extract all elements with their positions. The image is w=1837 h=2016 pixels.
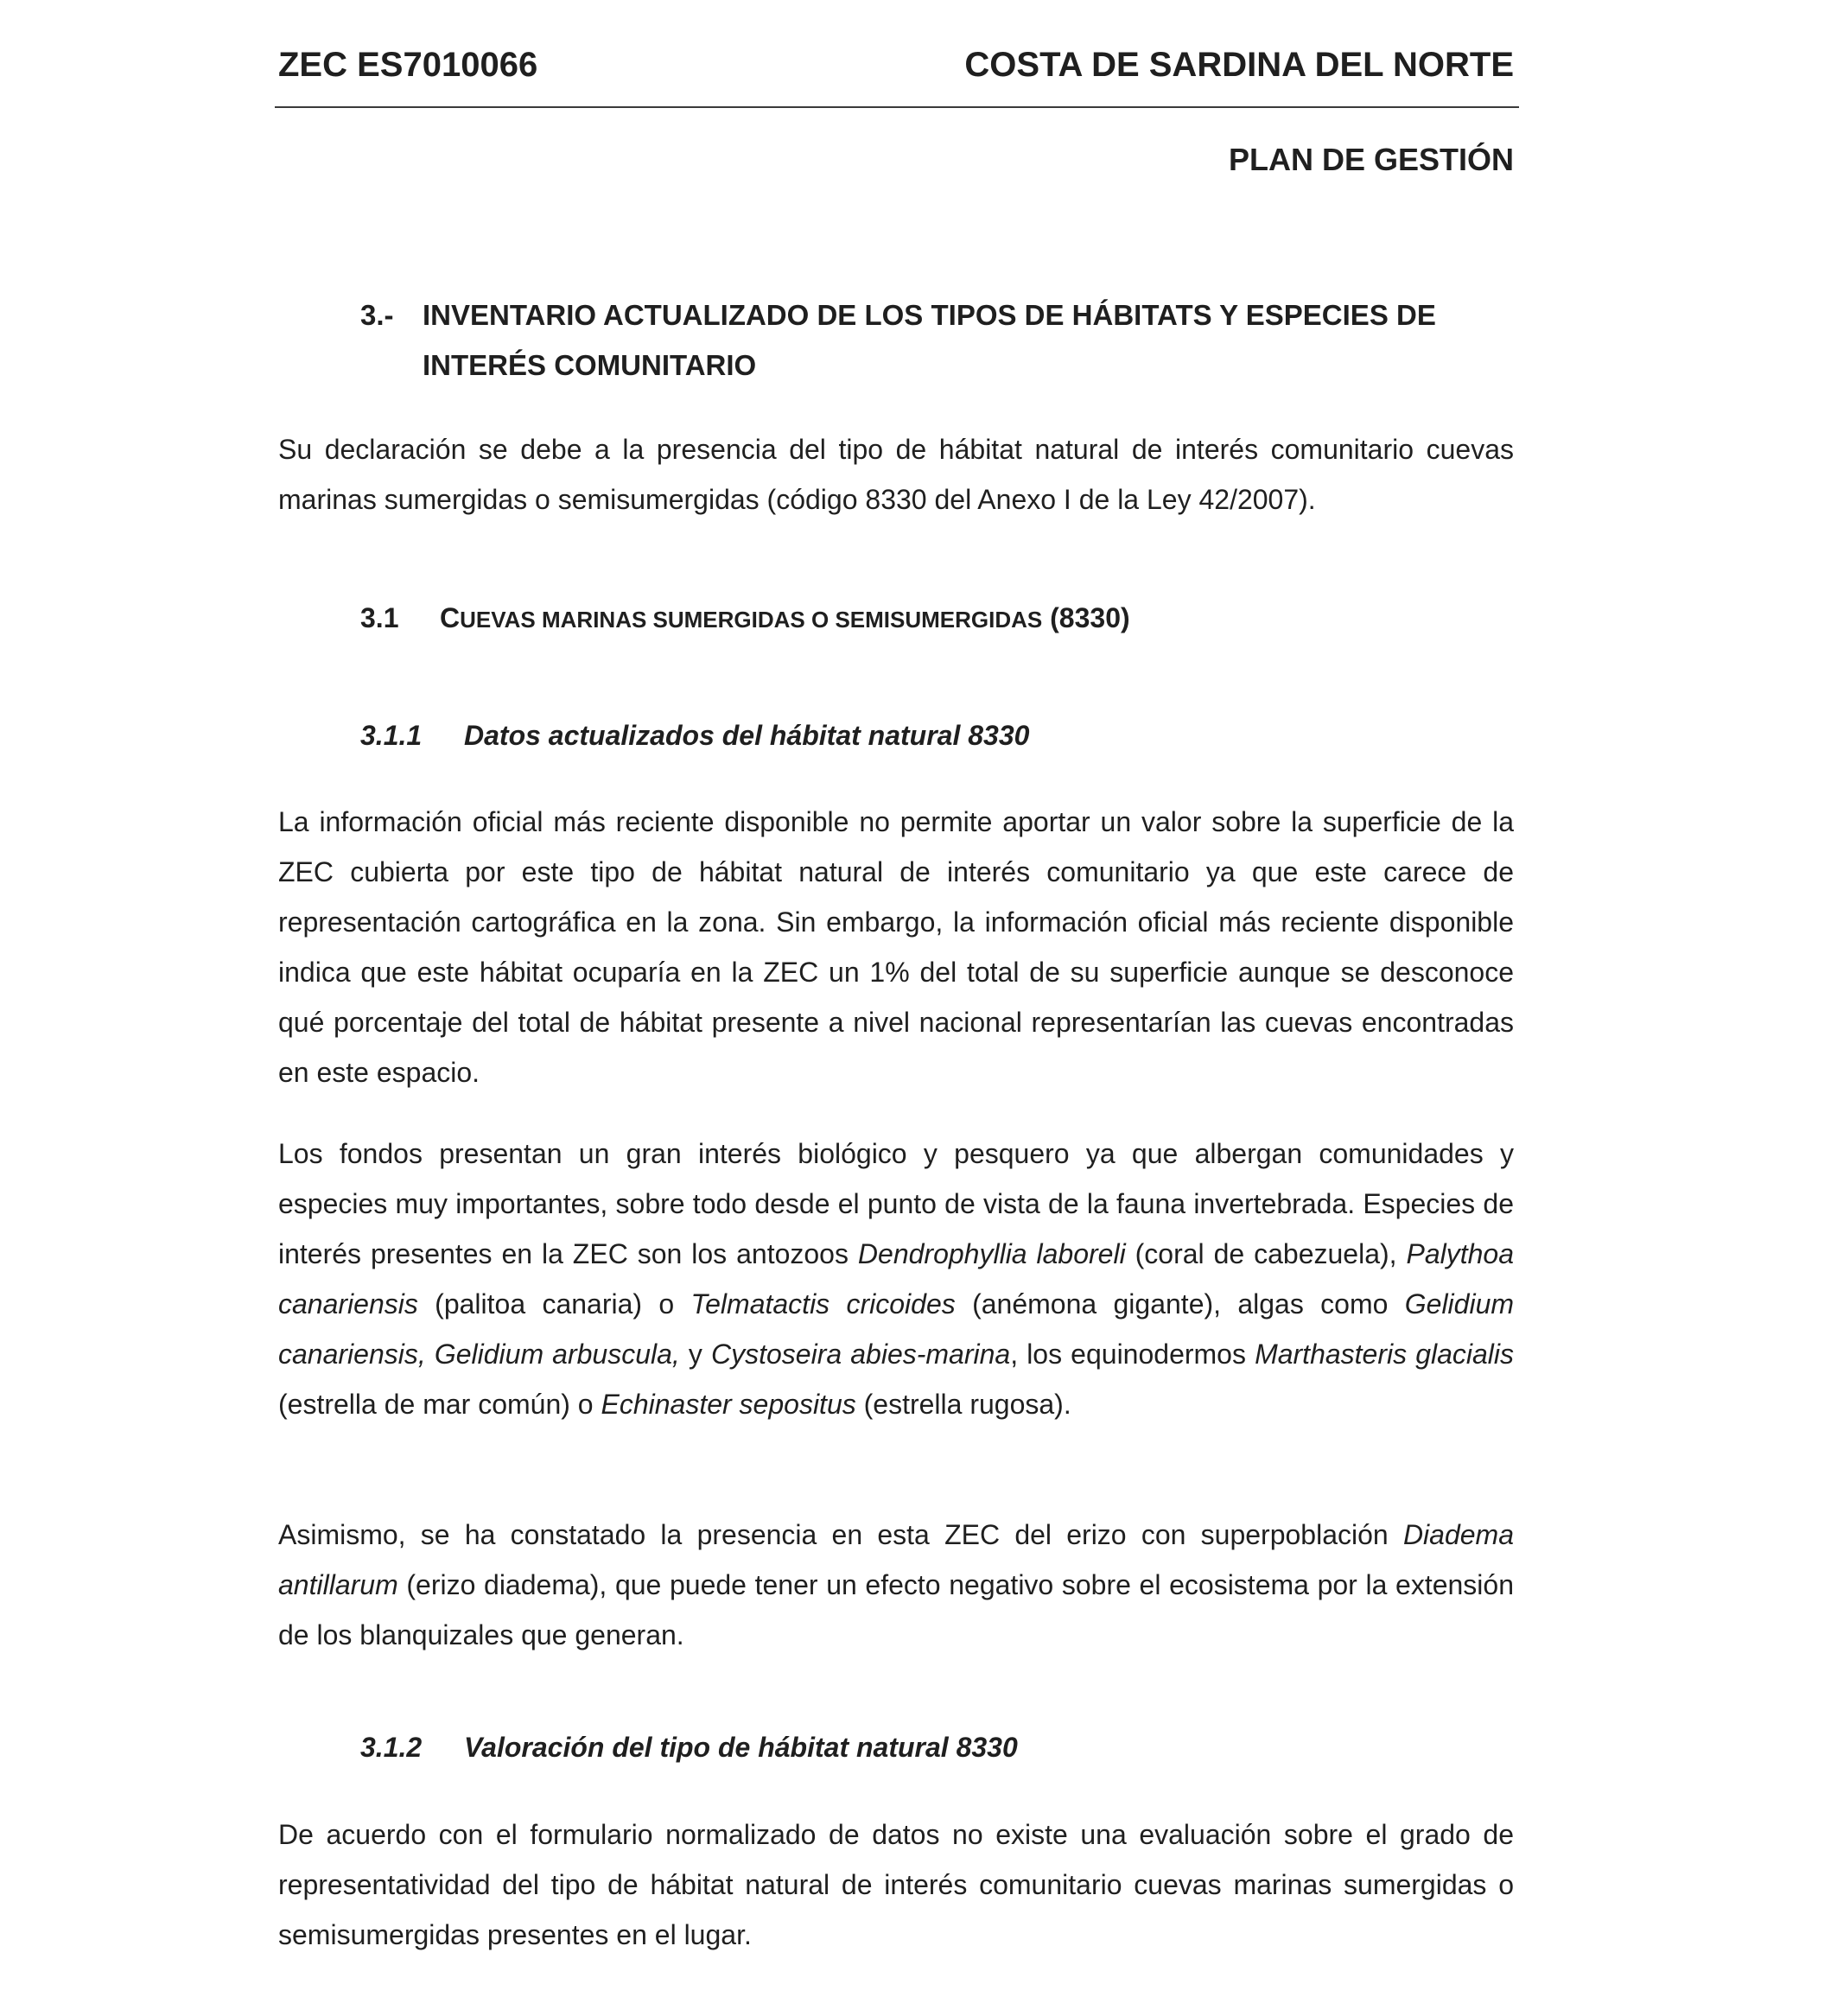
section-3-number: 3.- — [360, 299, 394, 331]
text-run: (estrella de mar común) o — [278, 1389, 601, 1420]
section-3-1-title-smallcaps: UEVAS MARINAS SUMERGIDAS O SEMISUMERGIDAS — [460, 607, 1043, 633]
section-3-1-heading — [360, 596, 1130, 641]
text-run: (erizo diadema), que puede tener un efecto negativo sobre el ecosistema por la extensión de los blanquizales que generan. — [278, 1569, 1514, 1650]
text-run: (palitoa canaria) o — [417, 1288, 691, 1320]
section-3-1-1-paragraph-2 — [278, 1129, 1514, 1429]
section-3-1-1-paragraph-3 — [278, 1510, 1514, 1660]
text-run: Los fondos presentan un gran interés biológico y pesquero ya que albergan comunidades y especies muy importantes, sobre todo desde el punto de vista de la fauna invertebrada. Especies de interés presentes en la ZEC son los antozoos — [278, 1138, 1514, 1269]
species-name: Diadema antillarum — [278, 1519, 1514, 1600]
header-site-code: ZEC ES7010066 — [278, 46, 538, 84]
section-3-1-2-number: 3.1.2 — [360, 1732, 423, 1763]
species-name: Echinaster sepositus — [601, 1389, 856, 1420]
section-3-1-number: 3.1 — [360, 602, 399, 633]
section-3-1-2-title: Valoración del tipo de hábitat natural 8330 — [464, 1732, 1018, 1763]
text-run: (estrella rugosa). — [855, 1389, 1071, 1420]
section-3-heading — [360, 290, 1514, 391]
page-header — [278, 43, 1514, 86]
section-3-1-1-heading — [360, 714, 1029, 757]
species-name: Cystoseira abies-marina — [711, 1339, 1011, 1370]
text-run: (anémona gigante), algas como — [955, 1288, 1405, 1320]
section-3-title: INVENTARIO ACTUALIZADO DE LOS TIPOS DE HÁBITATS Y ESPECIES DE INTERÉS COMUNITARIO — [423, 299, 1436, 381]
section-3-1-1-paragraph-1: La información oficial más reciente disponible no permite aportar un valor sobre la superficie de la ZEC cubierta por este tipo de hábitat natural de interés comunitario ya que este carece de representación cartográfica en la zona. Sin embargo, la información oficial más reciente disponible indica que este hábitat ocuparía en la ZEC un 1% del total de su superficie aunque se desconoce qué porcentaje del total de hábitat presente a nivel nacional representarían las cuevas encontradas en este espacio. — [278, 806, 1514, 1088]
section-3-1-1-title: Datos actualizados del hábitat natural 8330 — [464, 720, 1030, 751]
species-name: Gelidium canariensis, Gelidium arbuscula, — [278, 1288, 1515, 1370]
text-run: (coral de cabezuela), — [1125, 1238, 1407, 1269]
section-3-1-title-initial: C — [440, 602, 461, 633]
species-name: Telmatactis cricoides — [690, 1288, 956, 1320]
header-site-name: COSTA DE SARDINA DEL NORTE — [964, 46, 1514, 84]
header-divider — [275, 106, 1519, 108]
header-plan-title: PLAN DE GESTIÓN — [1228, 142, 1514, 177]
text-run: , los equinodermos — [1010, 1339, 1255, 1370]
section-3-1-2-heading — [360, 1726, 1018, 1769]
section-3-1-1-number: 3.1.1 — [360, 720, 423, 751]
section-3-intro-paragraph: Su declaración se debe a la presencia del tipo de hábitat natural de interés comunitario cuevas marinas sumergidas o semisumergidas (código 8330 del Anexo I de la Ley 42/2007). — [278, 434, 1514, 515]
section-3-1-title-code: (8330) — [1042, 602, 1130, 633]
species-name: Palythoa canariensis — [278, 1238, 1515, 1320]
section-3-1-2-paragraph-1: De acuerdo con el formulario normalizado de datos no existe una evaluación sobre el grado de representatividad del tipo de hábitat natural de interés comunitario cuevas marinas sumergidas o semisumergidas presentes en el lugar. — [278, 1819, 1514, 1950]
text-run: y — [679, 1339, 711, 1370]
species-name: Marthasteris glacialis — [1255, 1339, 1515, 1370]
species-name: Dendrophyllia laboreli — [857, 1238, 1126, 1269]
text-run: Asimismo, se ha constatado la presencia en esta ZEC del erizo con superpoblación — [278, 1519, 1403, 1550]
